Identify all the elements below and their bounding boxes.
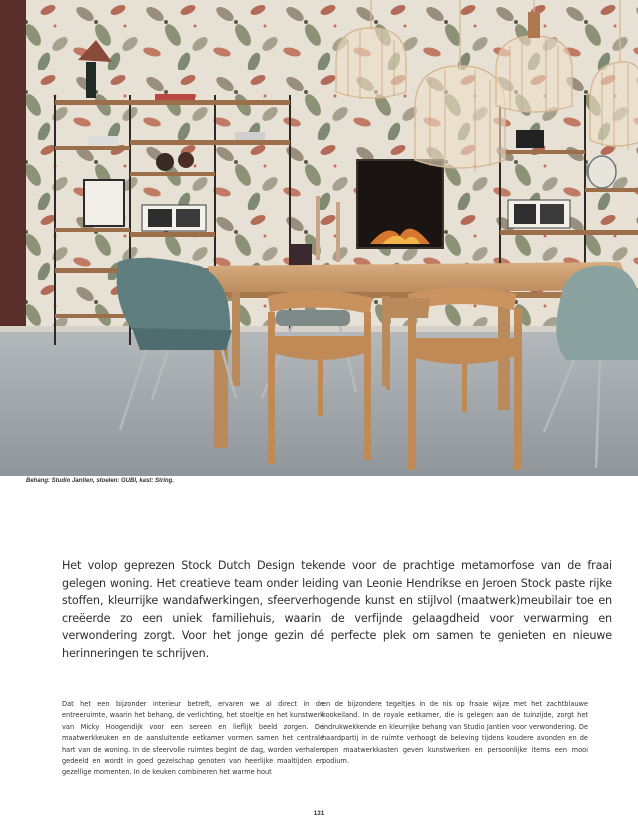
page-number: 131 [313, 810, 325, 817]
body-column-left: Dat het een bijzonder interieur betreft, ervaren we al direct in de entreeruimte, waarin het behang, de verlichting, het stoeltje en het kunstwerk van Micky Hoogendijk voor een sereen en lieflijk beeld zorgen. De maatwerkkeuken en de aansluitende eetkamer vormen samen het centrale hart van de woning. In de sfeervolle ruimtes begint de dag, worden verhalen gedeeld en wordt in goed gezelschap genoten van heerlijke maaltijden en gezellige momenten. In de keuken combineren het warme hout [62, 700, 324, 777]
body-column-right: en de bijzondere tegeltjes in de nis op fraaie wijze met het zachtblauwe kookeiland. In de royale eetkamer, die is gelegen aan de tuinzijde, zorgt het indrukwekkende en kleurrijke behang van Studio Jantien voor verwondering. De haardpartij in de ruimte verhoogt de beleving tijdens koudere avonden en de open maatwerkkasten geven kunstwerken en persoonlijke items een mooi podium. [322, 700, 588, 766]
photo-caption: Behang: Studio Jantien, stoelen: GUBI, kast: String. [26, 478, 175, 484]
intro-paragraph: Het volop geprezen Stock Dutch Design tekende voor de prachtige metamorfose van de fraai gelegen woning. Het creatieve team onder leiding van Leonie Hendrikse en Jeroen Stock paste rijke stoffen, kleurrijke wandafwerkingen, sfeerverhogende kunst en stijlvol (maatwerk)meubilair toe en creëerde zo een uniek familiehuis, waarin de verfijnde gelaagdheid voor verwarming en verwondering zorgt. Voor het jonge gezin dé perfecte plek om samen te genieten en nieuwe herinneringen te schrijven. [62, 559, 612, 660]
